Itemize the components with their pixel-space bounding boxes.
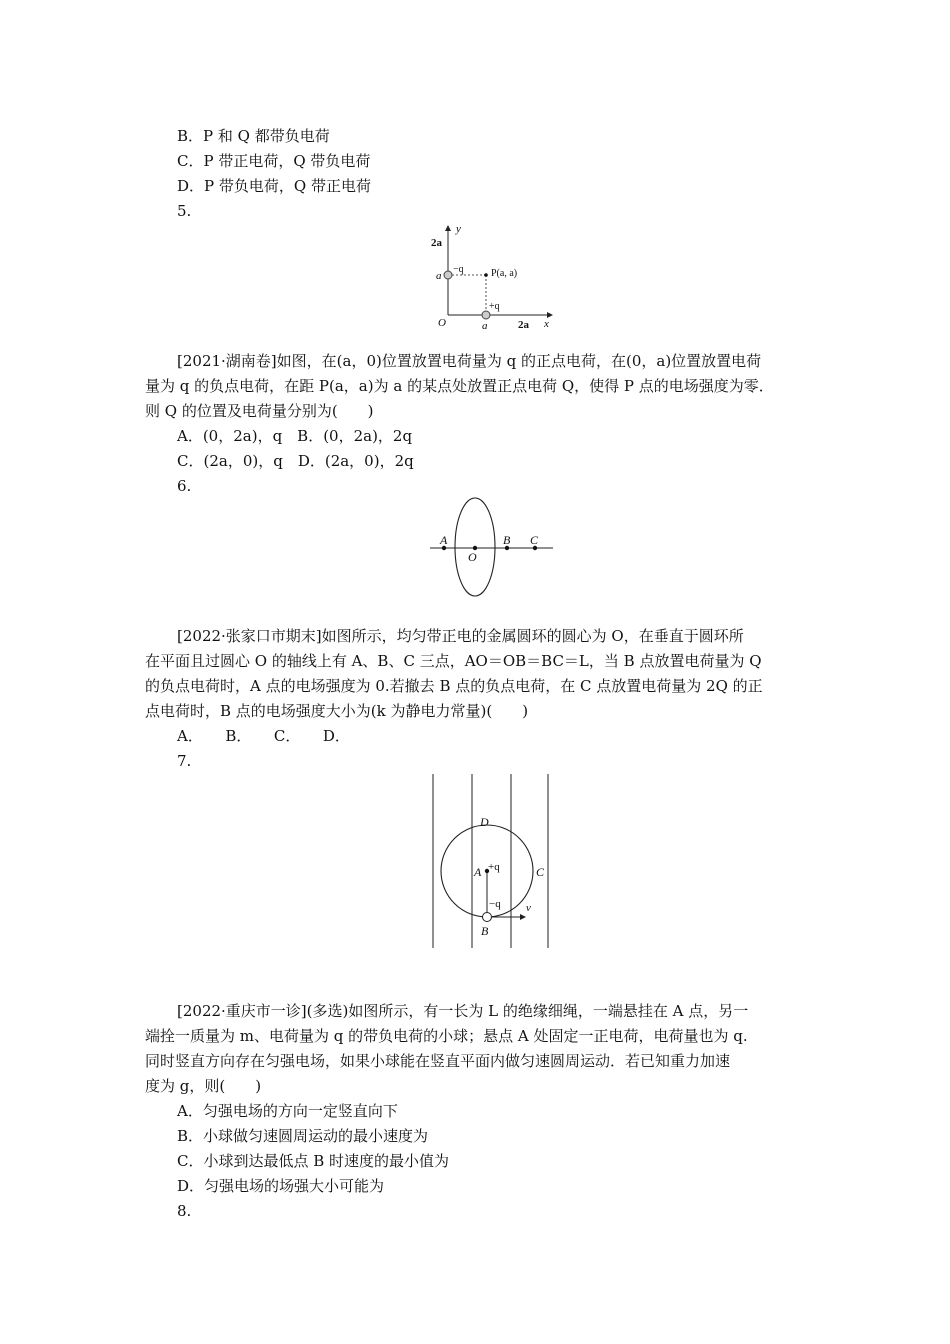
q5-tick-2a-y: 2a: [431, 237, 442, 249]
q6-stem-3: 的负点电荷时，A 点的电场强度为 0.若撤去 B 点的负点电荷，在 C 点放置电荷量为 2Q 的正: [145, 677, 763, 695]
q7-figure: [425, 772, 560, 952]
q6-stem-4: 点电荷时，B 点的电场强度大小为(k 为静电力常量)( ): [145, 702, 529, 720]
q7-option-d: D．匀强电场的场强大小可能为: [177, 1177, 385, 1195]
q5-p-label: P(a, a): [491, 268, 518, 279]
q5-stem-2: 量为 q 的负点电荷，在距 P(a，a)为 a 的某点处放置正点电荷 Q，使得 P 点的电场强度为零．: [145, 377, 774, 395]
q8-number: 8.: [177, 1202, 192, 1220]
q5-options-ab: A．(0，2a)，q B．(0，2a)，2q: [177, 427, 413, 445]
q5-tick-a-y: a: [436, 270, 442, 282]
q7-label-v: v: [526, 902, 531, 914]
q6-label-b: B: [503, 533, 511, 547]
q4-option-d: D．P 带负电荷，Q 带正电荷: [177, 177, 371, 195]
q6-number: 6.: [177, 477, 192, 495]
q6-stem-2: 在平面且过圆心 O 的轴线上有 A、B、C 三点，AO＝OB＝BC＝L，当 B 点放置电荷量为 Q: [145, 652, 762, 670]
q5-x-label: x: [544, 318, 549, 330]
q6-label-o: O: [468, 550, 477, 564]
q7-label-pos-q: +q: [488, 861, 500, 873]
q5-negative-charge: [444, 271, 452, 279]
q6-stem-1: [2022·张家口市期末]如图所示，均匀带正电的金属圆环的圆心为 O，在垂直于圆环所: [177, 627, 744, 645]
q7-option-b: B．小球做匀速圆周运动的最小速度为: [177, 1127, 429, 1145]
q5-tick-2a-x: 2a: [518, 319, 529, 331]
q6-options: A． B． C． D．: [177, 727, 350, 745]
q7-label-d: D: [480, 815, 489, 829]
q5-origin: O: [438, 317, 446, 329]
q7-ball: [483, 913, 492, 922]
q5-point-p: [484, 273, 488, 277]
q7-option-a: A．匀强电场的方向一定竖直向下: [177, 1102, 398, 1120]
q5-positive-charge: [482, 311, 490, 319]
q5-options-cd: C．(2a，0)，q D．(2a，0)，2q: [177, 452, 414, 470]
q5-number: 5.: [177, 202, 192, 220]
q7-number: 7.: [177, 752, 192, 770]
q7-stem-4: 度为 g，则( ): [145, 1077, 262, 1095]
q5-figure: [420, 222, 560, 332]
q7-label-b: B: [481, 924, 489, 938]
q7-option-c: C．小球到达最低点 B 时速度的最小值为: [177, 1152, 450, 1170]
q5-y-label: y: [456, 223, 461, 235]
q5-neg-label: −q: [453, 264, 464, 275]
q5-pos-label: +q: [489, 301, 500, 312]
q6-figure: [425, 497, 560, 602]
q4-option-b: B．P 和 Q 都带负电荷: [177, 127, 330, 145]
q7-label-a: A: [474, 865, 482, 879]
q6-label-a: A: [440, 533, 448, 547]
q7-label-neg-q: −q: [489, 898, 501, 910]
q7-stem-1: [2022·重庆市一诊](多选)如图所示，有一长为 L 的绝缘细绳，一端悬挂在 A 点，另一: [177, 1002, 749, 1020]
q7-stem-2: 端拴一质量为 m、电荷量为 q 的带负电荷的小球；悬点 A 处固定一正电荷，电荷量也为 q.: [145, 1027, 748, 1045]
q5-stem-3: 则 Q 的位置及电荷量分别为( ): [145, 402, 374, 420]
q5-tick-a-x: a: [482, 320, 488, 332]
q7-label-c: C: [536, 865, 545, 879]
q4-option-c: C．P 带正电荷，Q 带负电荷: [177, 152, 371, 170]
q7-stem-3: 同时竖直方向存在匀强电场，如果小球能在竖直平面内做匀速圆周运动．若已知重力加速: [145, 1052, 731, 1070]
q5-stem-1: [2021·湖南卷]如图，在(a，0)位置放置电荷量为 q 的正点电荷，在(0，a)位置放置电荷: [177, 352, 762, 370]
q6-label-c: C: [530, 533, 539, 547]
